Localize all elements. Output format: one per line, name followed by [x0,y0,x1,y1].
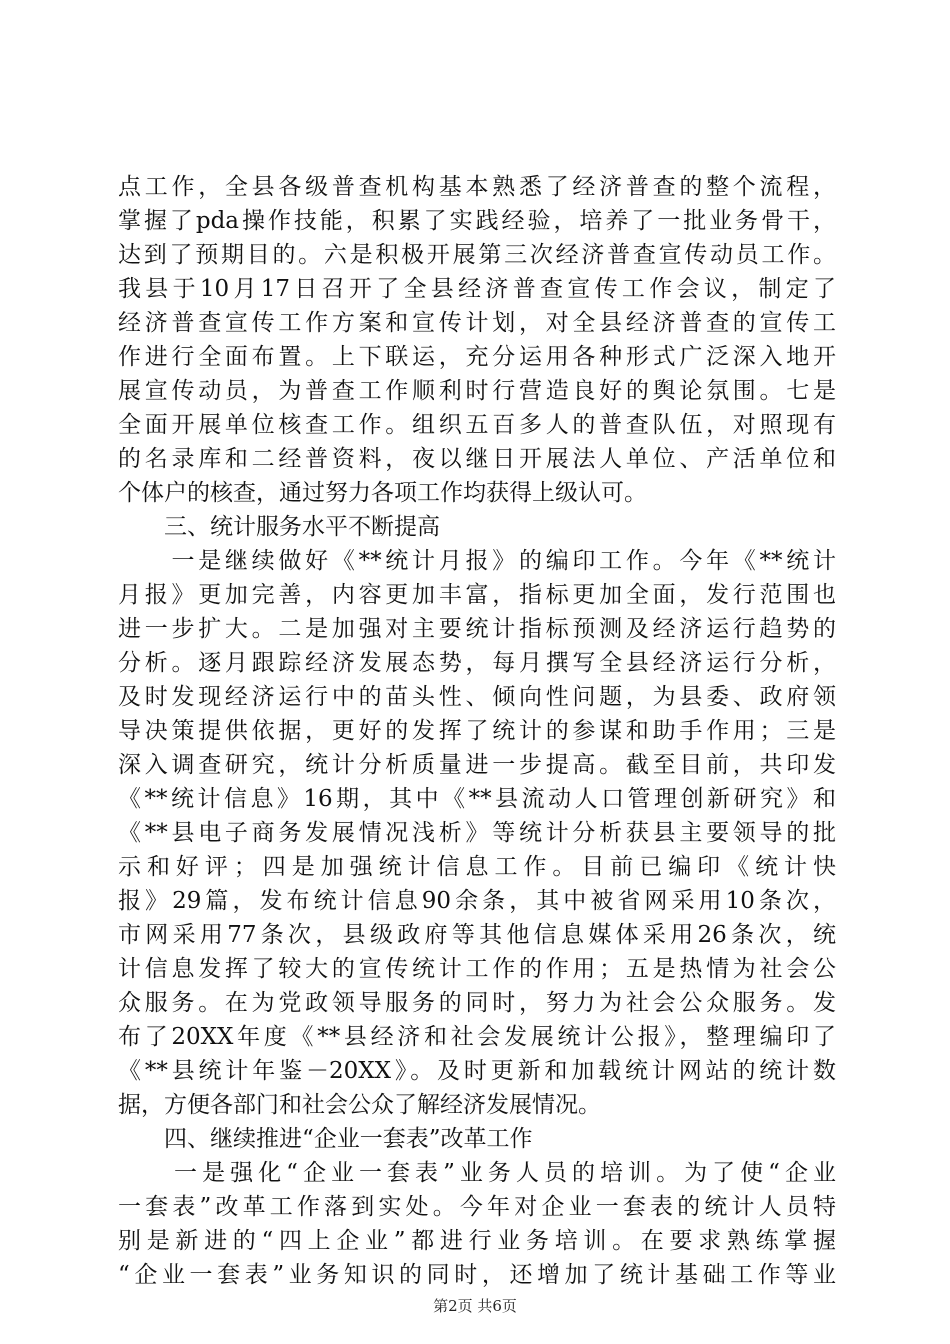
text-line: 《**统计信息》16期，其中《**县流动人口管理创新研究》和 [118,786,836,812]
text-line: 我县于10月17日召开了全县经济普查宣传工作会议，制定了 [118,276,836,302]
text-line: 《**县电子商务发展情况浅析》等统计分析获县主要领导的批 [118,820,836,846]
text-line: 的名录库和二经普资料，夜以继日开展法人单位、产活单位和 [118,446,836,472]
paragraph-end-line: 据，方便各部门和社会公众了解经济发展情况。 [118,1092,601,1118]
text-line: 一是强化“企业一套表”业务人员的培训。为了使“企业 [118,1160,836,1186]
text-line: 掌握了pda操作技能，积累了实践经验，培养了一批业务骨干， [118,208,836,234]
text-line: 示和好评；四是加强统计信息工作。目前已编印《统计快 [118,854,836,880]
section-heading: 三、统计服务水平不断提高 [118,514,440,540]
paragraph-end-line: 个体户的核查，通过努力各项工作均获得上级认可。 [118,480,647,506]
text-line: 深入调查研究，统计分析质量进一步提高。截至目前，共印发 [118,752,836,778]
text-line: 一是继续做好《**统计月报》的编印工作。今年《**统计 [118,548,836,574]
text-line: 分析。逐月跟踪经济发展态势，每月撰写全县经济运行分析， [118,650,836,676]
text-line: 进一步扩大。二是加强对主要统计指标预测及经济运行趋势的 [118,616,836,642]
text-line: 导决策提供依据，更好的发挥了统计的参谋和助手作用；三是 [118,718,836,744]
text-line: 计信息发挥了较大的宣传统计工作的作用；五是热情为社会公 [118,956,836,982]
text-line: 《**县统计年鉴－20XX》。及时更新和加载统计网站的统计数 [118,1058,836,1084]
text-line: 布了20XX年度《**县经济和社会发展统计公报》，整理编印了 [118,1024,836,1050]
text-line: “企业一套表”业务知识的同时，还增加了统计基础工作等业 [118,1262,836,1288]
section-heading: 四、继续推进“企业一套表”改革工作 [118,1126,533,1152]
text-line: 报》29篇，发布统计信息90余条，其中被省网采用10条次， [118,888,836,914]
text-line: 别是新进的“四上企业”都进行业务培训。在要求熟练掌握 [118,1228,836,1254]
text-line: 众服务。在为党政领导服务的同时，努力为社会公众服务。发 [118,990,836,1016]
text-line: 全面开展单位核查工作。组织五百多人的普查队伍，对照现有 [118,412,836,438]
text-line: 一套表”改革工作落到实处。今年对企业一套表的统计人员特 [118,1194,836,1220]
text-line: 市网采用77条次，县级政府等其他信息媒体采用26条次，统 [118,922,836,948]
text-line: 点工作，全县各级普查机构基本熟悉了经济普查的整个流程， [118,174,836,200]
document-body [118,170,836,1292]
page-footer: 第2页 共6页 [433,1297,517,1315]
text-line: 作进行全面布置。上下联运，充分运用各种形式广泛深入地开 [118,344,836,370]
text-line: 月报》更加完善，内容更加丰富，指标更加全面，发行范围也 [118,582,836,608]
text-line: 经济普查宣传工作方案和宣传计划，对全县经济普查的宣传工 [118,310,836,336]
text-line: 及时发现经济运行中的苗头性、倾向性问题，为县委、政府领 [118,684,836,710]
text-line: 展宣传动员，为普查工作顺利时行营造良好的舆论氛围。七是 [118,378,836,404]
text-line: 达到了预期目的。六是积极开展第三次经济普查宣传动员工作。 [118,242,836,268]
